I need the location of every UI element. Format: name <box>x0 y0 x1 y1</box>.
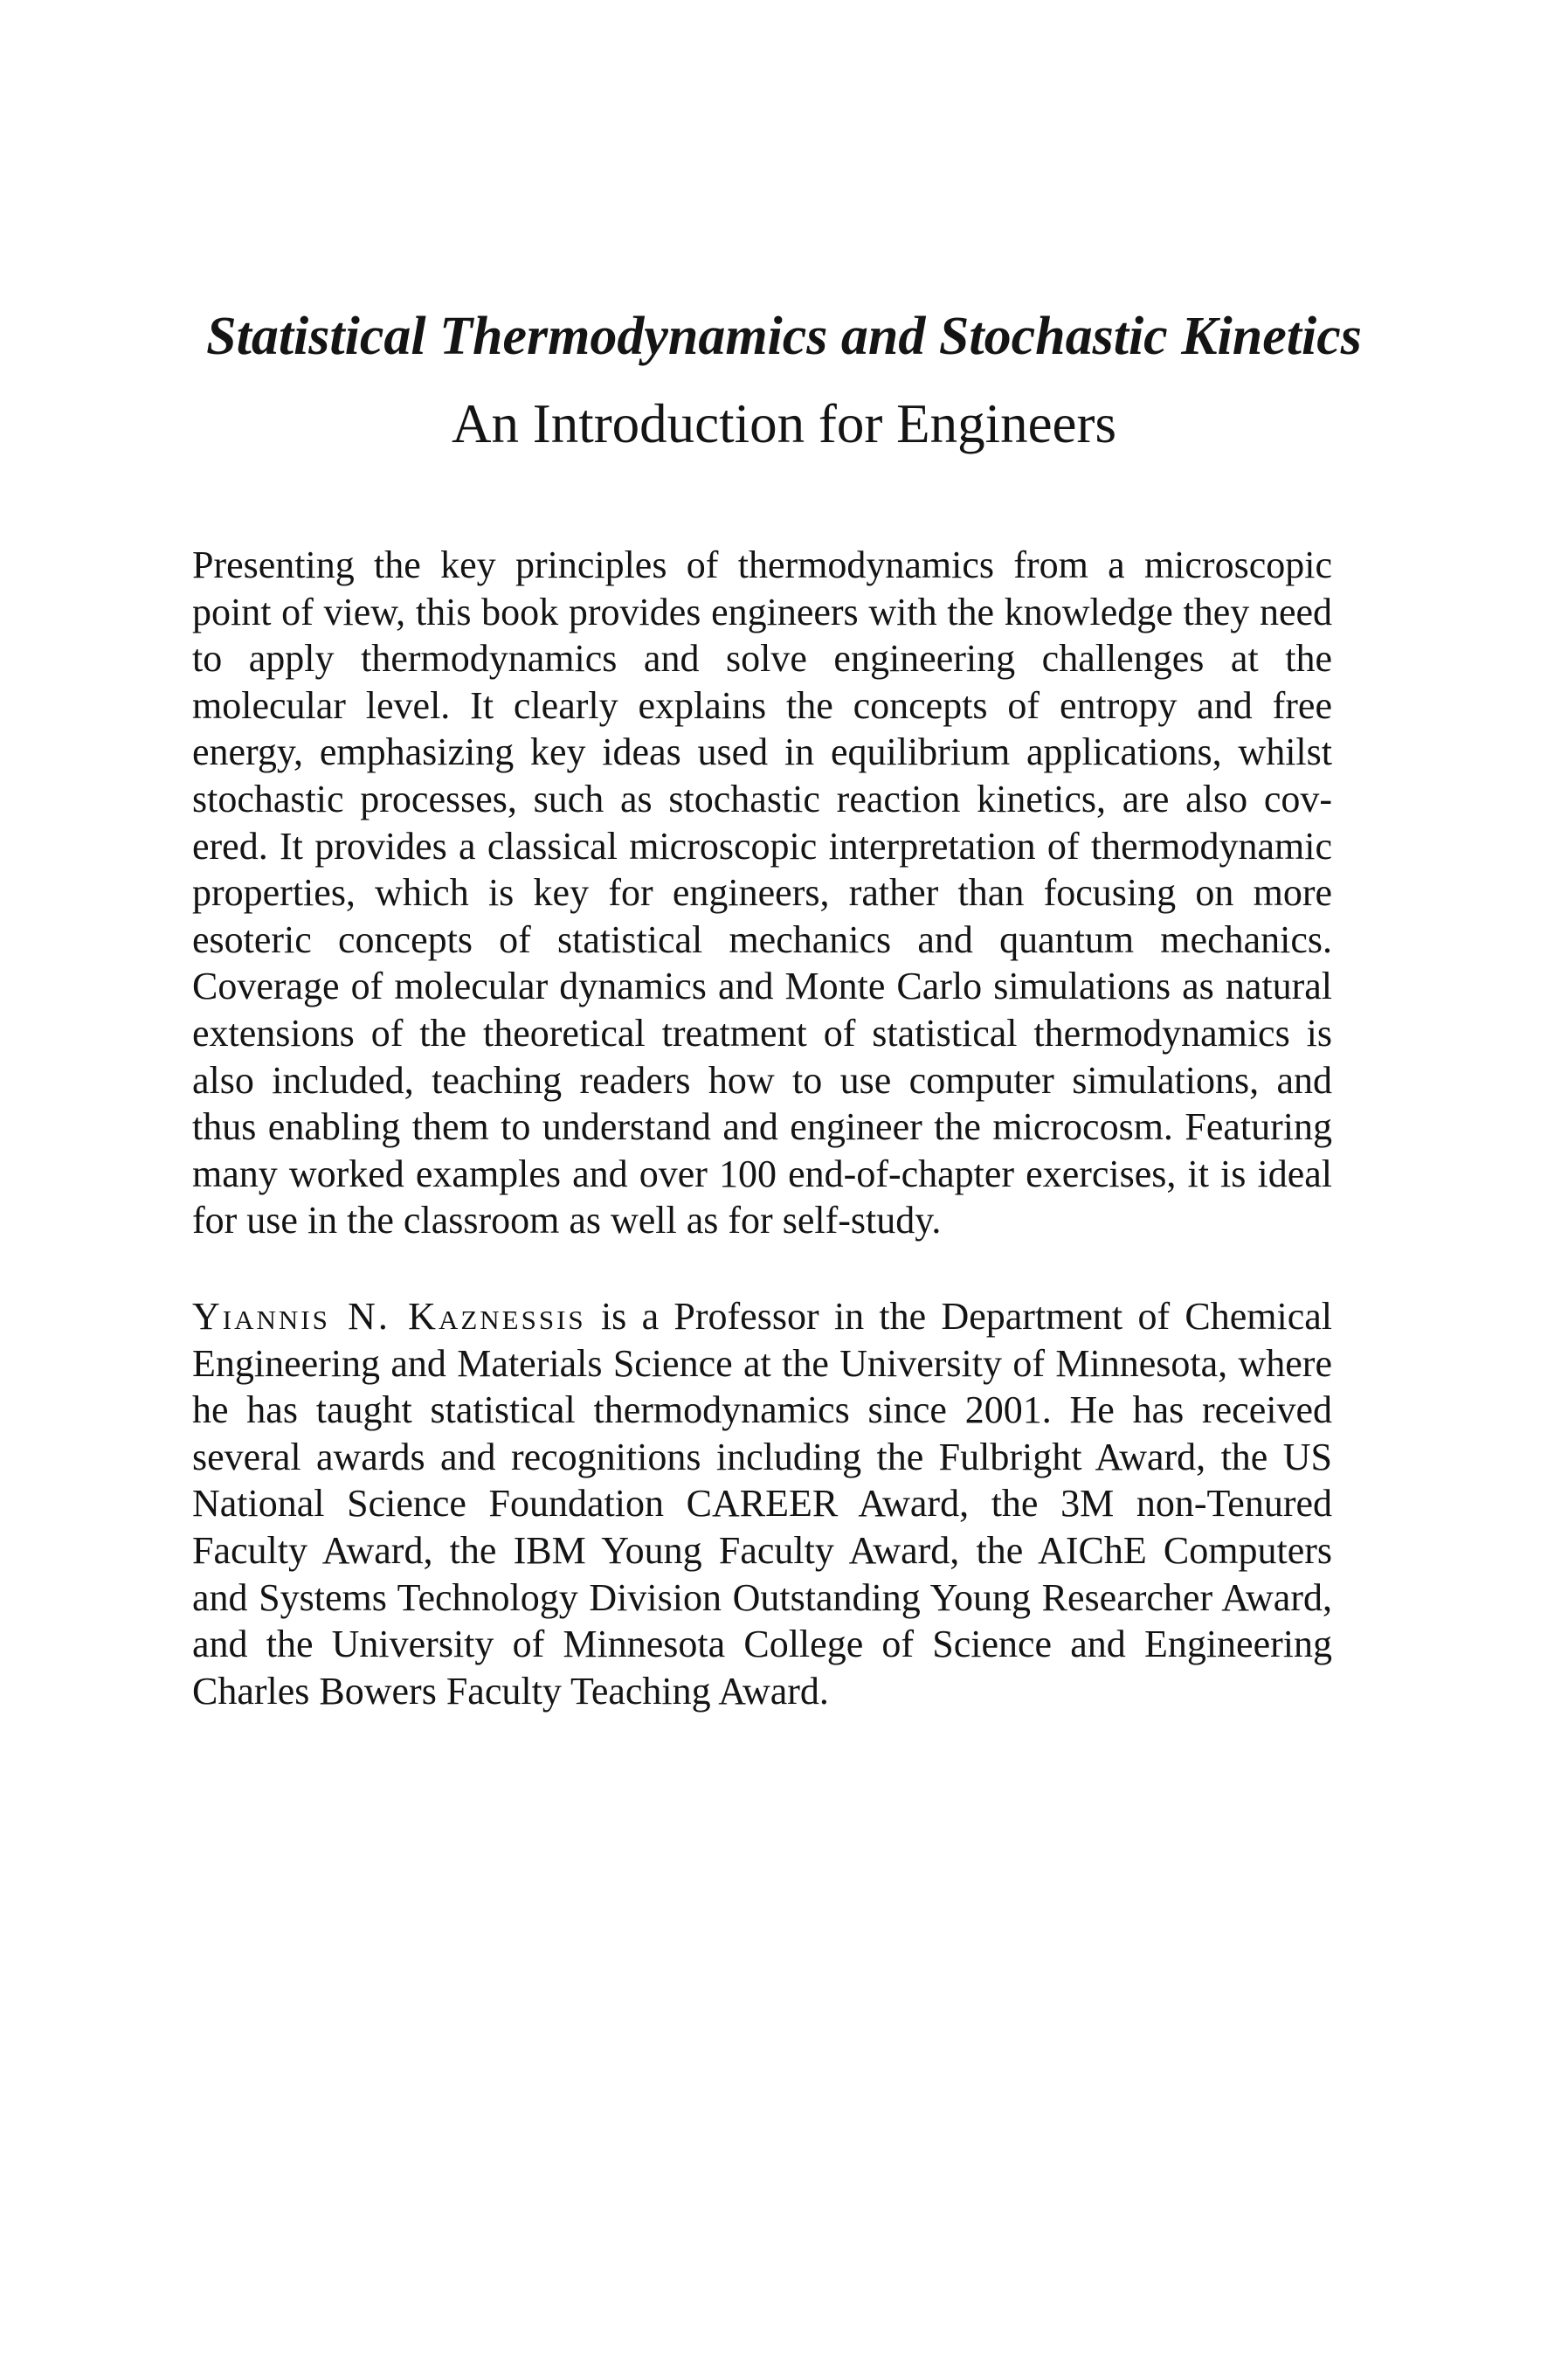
author-bio <box>192 1293 1332 1714</box>
book-description: Presenting the key principles of thermodynamics from a microscopic point of view, this book provides engineers with the knowledge they need to apply thermodynamics and solve engineering challenges at the molecular level. It clearly explains the concepts of entropy and free energy, emphasizing key ideas used in equilibrium applications, whilst stochastic processes, such as stochastic reaction kinetics, are also covered. It provides a classical microscopic interpretation of thermodynamic properties, which is key for engineers, rather than focusing on more esoteric concepts of statistical mechanics and quantum mechanics. Coverage of molecular dynamics and Monte Carlo simulations as natural extensions of the theoretical treatment of statistical thermodynamics is also included, teaching readers how to use computer simulations, and thus enabling them to understand and engineer the microcosm. Featuring many worked examples and over 100 end-of-chapter exercises, it is ideal for use in the classroom as well as for self-study. <box>192 543 1332 1242</box>
author-name: Yiannis N. Kaznessis <box>192 1295 586 1338</box>
book-title: Statistical Thermodynamics and Stochastic Kinetics <box>206 307 1362 366</box>
book-subtitle: An Introduction for Engineers <box>451 393 1117 454</box>
author-bio-text: is a Professor in the Department of Chemical Engineering and Materials Science at the University of Minnesota, where he has taught statistical thermodynamics since 2001. He has received several awards and recognitions including the Fulbright Award, the US National Science Foundation CAREER Award, the 3M non-Tenured Faculty Award, the IBM Young Faculty Award, the AIChE Computers and Systems Technology Division Outstanding Young Researcher Award, and the University of Minnesota College of Science and Engineering Charles Bowers Faculty Teaching Award. <box>192 1295 1332 1713</box>
